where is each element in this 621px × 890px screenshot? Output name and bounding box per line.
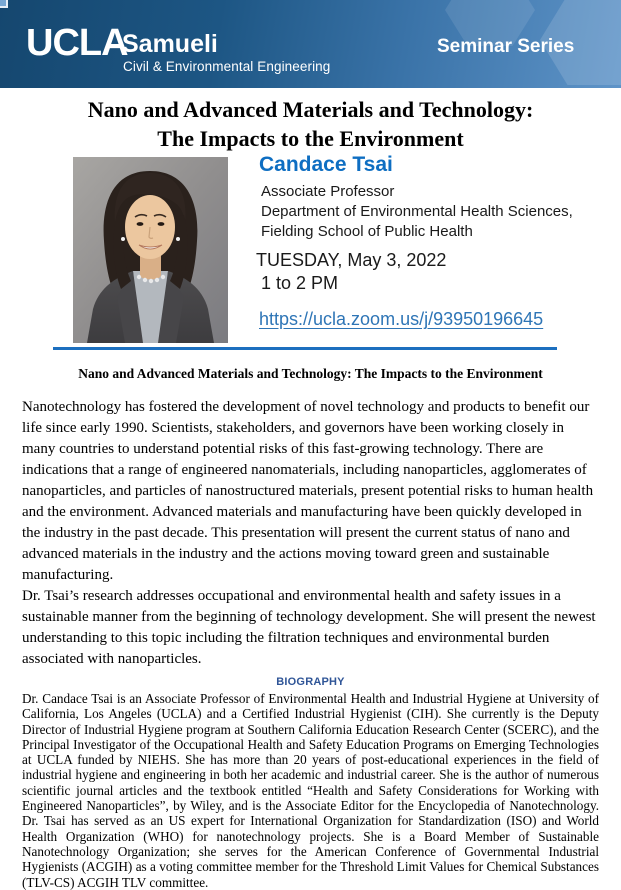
department-name: Civil & Environmental Engineering: [123, 59, 331, 74]
speaker-role: Associate Professor: [261, 183, 395, 200]
page-title-line2: The Impacts to the Environment: [157, 126, 464, 151]
speaker-school: Fielding School of Public Health: [261, 223, 473, 240]
header-banner: [0, 0, 621, 88]
event-date: TUESDAY, May 3, 2022: [256, 250, 447, 270]
speaker-section: [0, 153, 621, 345]
abstract-paragraph-2: Dr. Tsai’s research addresses occupational and environmental health and safety issues in a sustainable manner from the beginning of technology development. She will present the newest understanding to this topic including the filtration techniques and environmental burden associated with nanoparticles.: [22, 588, 596, 667]
talk-title-heading: Nano and Advanced Materials and Technology: The Impacts to the Environment: [78, 366, 543, 381]
page-title: [0, 95, 621, 153]
event-time: 1 to 2 PM: [261, 273, 339, 293]
zoom-meeting-link[interactable]: https://ucla.zoom.us/j/93950196645: [259, 309, 544, 329]
corner-artifact: [0, 0, 8, 8]
seminar-series-label: Seminar Series: [437, 36, 575, 57]
speaker-details: [261, 182, 573, 242]
ucla-logo: UCLA: [26, 22, 128, 64]
event-when: [256, 249, 446, 295]
page-title-line1: Nano and Advanced Materials and Technology:: [87, 97, 534, 122]
speaker-department: Department of Environmental Health Sciences,: [261, 203, 573, 220]
speaker-name: Candace Tsai: [259, 153, 393, 176]
section-divider: [53, 347, 557, 350]
samueli-school-name: Samueli: [122, 30, 218, 58]
abstract-paragraph-1: Nanotechnology has fostered the development of novel technology and products to benefit our life since early 1990. Scientists, stakeholders, and governors have been working closely in many countries to understand potential risks of this fast-growing technology. There are indications that a range of engineered nanomaterials, including nanoparticles, agglomerates of nanoparticles, and particles of nanostructured materials, present potential risks to human health and the environment. Advanced materials and manufacturing have been quickly developed in the industry in the past decade. This presentation will present the current status of nano and advanced materials in the industry and the actions moving toward green and sustainable manufacturing.: [22, 399, 594, 583]
abstract-text: [22, 397, 599, 670]
biography-text: Dr. Candace Tsai is an Associate Professor of Environmental Health and Industrial Hygiene at University of California, Los Angeles (UCLA) and a Certified Industrial Hygienist (CIH). She currently is the Deputy Director of Industrial Hygiene program at Southern California Education Research Center (SCERC), and the Principal Investigator of the Occupational Health and Safety Education Programs on Emerging Technologies at UCLA funded by NIEHS. She has more than 20 years of post-educational experiences in the field of industrial hygiene and engineering in both her academic and industrial career. She is the author of numerous scientific journal articles and the textbook entitled “Health and Safety Considerations for Working with Engineered Nanoparticles”, by Wiley, and is the Associate Editor for the Encyclopedia of Nanotechnology. Dr. Tsai has served as an US expert for International Organization for Standardization (ISO) and World Health Organization (WHO) for nanotechnology projects. She is a Board Member of Sustainable Nanotechnology Organization; she serves for the American Conference of Governmental Industrial Hygienists (ACGIH) as a voting committee member for the Threshold Limit Values for Chemical Substances (TLV-CS) ACGIH TLV committee.: [22, 691, 599, 890]
biography-heading: BIOGRAPHY: [276, 676, 345, 688]
speaker-photo: [73, 157, 228, 343]
